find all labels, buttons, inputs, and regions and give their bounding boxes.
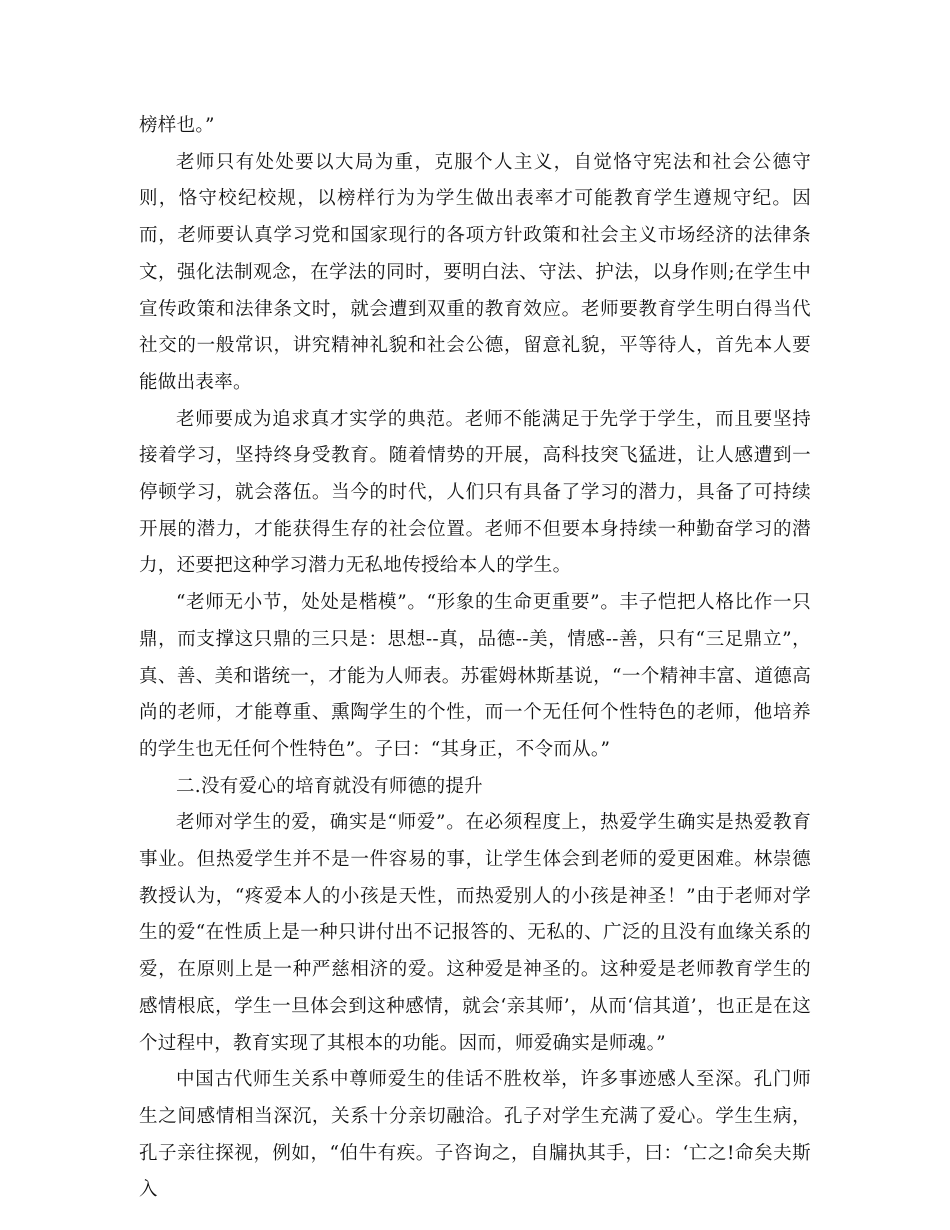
paragraph-role-model: “老师无小节，处处是楷模”。“形象的生命更重要”。丰子恺把人格比作一只鼎，而支撑这只鼎的三只是：思想--真，品德--美，情感--善，只有“三足鼎立”，真、善、美和谐统一，才能为人师表。苏霍姆林斯基说，“一个精神丰富、道德高尚的老师，才能尊重、熏陶学生的个性，而一个无任何个性特色的老师，他培养的学生也无任何个性特色”。子曰：“其身正，不令而从。” [139,592,811,760]
paragraph-teacher-example: 老师只有处处要以大局为重，克服个人主义，自觉恪守宪法和社会公德守则，恪守校纪校规，以榜样行为为学生做出表率才可能教育学生遵规守纪。因而，老师要认真学习党和国家现行的各项方针政策和社会主义市场经济的法律条文，强化法制观念，在学法的同时，要明白法、守法、护法，以身作则;在学生中宣传政策和法律条文时，就会遭到双重的教育效应。老师要教育学生明白得当代社交的一般常识，讲究精神礼貌和社会公德，留意礼貌，平等待人，首先本人要能做出表率。 [139,151,811,393]
paragraph-lifelong-learning: 老师要成为追求真才实学的典范。老师不能满足于先学于学生，而且要坚持接着学习，坚持终身受教育。随着情势的开展，高科技突飞猛进，让人感遭到一停顿学习，就会落伍。当今的时代，人们只有具备了学习的潜力，具备了可持续开展的潜力，才能获得生存的社会位置。老师不但要本身持续一种勤奋学习的潜力，还要把这种学习潜力无私地传授给本人的学生。 [139,408,811,577]
document-page [139,108,811,1209]
paragraph-ancient-examples: 中国古代师生关系中尊师爱生的佳话不胜枚举，许多事迹感人至深。孔门师生之间感情相当深沉，关系十分亲切融洽。孔子对学生充满了爱心。学生生病，孔子亲往探视，例如，“伯牛有疾。子咨询之，自牖执其手，曰：‘亡之!命矣夫斯入 [139,1069,811,1201]
paragraph-continuation: 榜样也。” [139,115,215,136]
paragraph-teacher-love: 老师对学生的爱，确实是“师爱”。在必须程度上，热爱学生确实是热爱教育事业。但热爱学生并不是一件容易的事，让学生体会到老师的爱更困难。林崇德教授认为，“疼爱本人的小孩是天性，而热爱别人的小孩是神圣！”由于老师对学生的爱“在性质上是一种只讲付出不记报答的、无私的、广泛的且没有血缘关系的爱，在原则上是一种严慈相济的爱。这种爱是神圣的。这种爱是老师教育学生的感情根底，学生一旦体会到这种感情，就会‘亲其师’，从而‘信其道’，也正是在这个过程中，教育实现了其根本的功能。因而，师爱确实是师魂。” [139,812,811,1054]
section-heading: 二.没有爱心的培育就没有师德的提升 [176,775,483,797]
